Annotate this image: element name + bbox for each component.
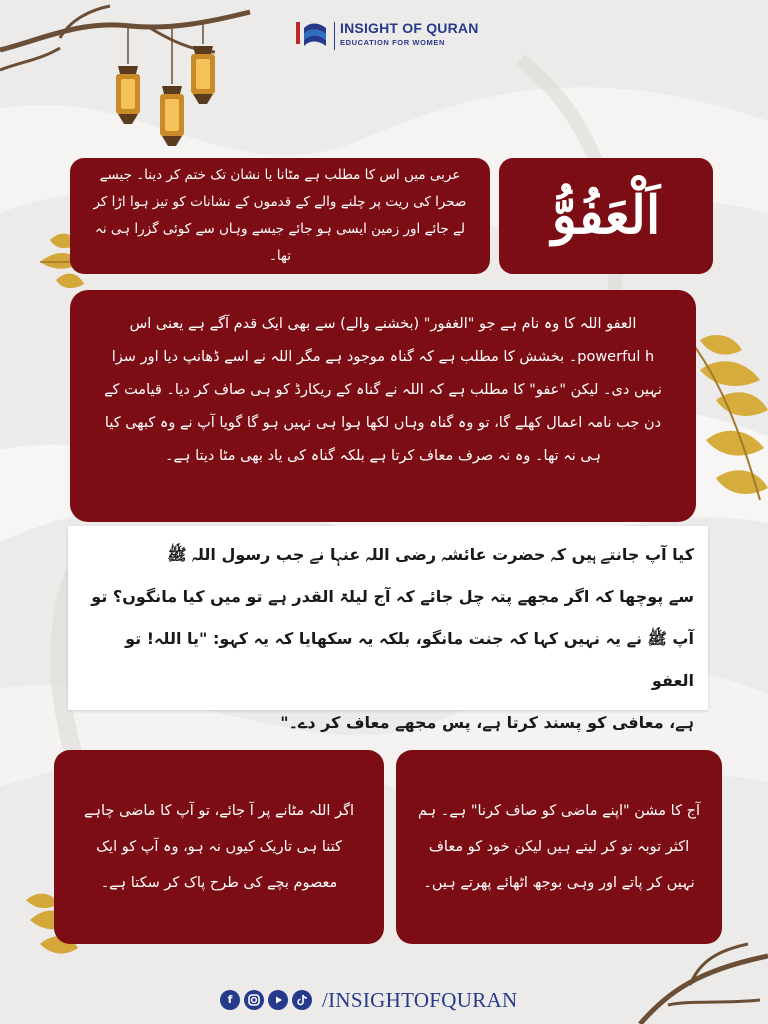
youtube-icon[interactable] bbox=[268, 990, 288, 1010]
divine-name-title: اَلْعَفُوُّ bbox=[551, 185, 661, 246]
social-handle[interactable]: /INSIGHTOFQURAN bbox=[322, 988, 518, 1012]
tiktok-icon[interactable] bbox=[292, 990, 312, 1010]
brand-title: INSIGHT OF QURAN bbox=[340, 20, 479, 36]
main-text: العفو اللہ کا وہ نام ہے جو "الغفور" (بخشنے والے) سے بھی ایک قدم آگے ہے یعنی اس powerful h۔ بخشش کا مطلب ہے کہ گناہ موجود ہے مگر اللہ نے اسے ڈھانپ دیا اور سزا نہیں دی۔ لیکن "عفو" کا مطلب ہے کہ اللہ نے گناہ کے ریکارڈ کو ہی صاف کر دیا۔ قیامت کے دن جب نامہ اعمال کھلے گا، تو وہ گناہ وہاں لکھا ہوا ہی نہیں ہو گا گویا آپ نے وہ کبھی کیا ہی نہ تھا۔ وہ نہ صرف معاف کرتا ہے بلکہ گناہ کی یاد بھی مٹا دیتا ہے۔ bbox=[104, 316, 662, 464]
hadith-line-3: آپ ﷺ نے یہ نہیں کہا کہ جنت مانگو، بلکہ یہ سکھایا کہ یہ کہو: "یا اللہ! تو العفو bbox=[125, 629, 694, 690]
instagram-icon[interactable] bbox=[244, 990, 264, 1010]
facebook-icon[interactable]: f bbox=[220, 990, 240, 1010]
hadith-line-4: ہے، معافی کو پسند کرتا ہے، پس مجھے معاف کر دے۔" bbox=[280, 713, 694, 732]
mission-card-right bbox=[396, 750, 722, 944]
meaning-card bbox=[70, 158, 490, 274]
title-card bbox=[499, 158, 713, 274]
hadith-card bbox=[68, 526, 708, 732]
reflection-text-left: اگر اللہ مٹانے پر آ جائے، تو آپ کا ماضی چاہے کتنا ہی تاریک کیوں نہ ہو، وہ آپ کو ایک معصوم بچے کی طرح پاک کر سکتا ہے۔ bbox=[84, 803, 354, 891]
main-card bbox=[70, 290, 696, 522]
footer bbox=[0, 986, 768, 1016]
reflection-card-left bbox=[54, 750, 384, 944]
meaning-text: عربی میں اس کا مطلب ہے مٹانا یا نشان تک ختم کر دینا۔ جیسے صحرا کی ریت پر چلنے والے کے قدموں کے نشانات کو تیز ہوا اڑا کر لے جائے اور زمین ایسی ہو جائے جیسے وہاں سے کوئی گزرا ہی نہ تھا۔ bbox=[93, 167, 467, 264]
brand-subtitle: EDUCATION FOR WOMEN bbox=[340, 38, 446, 47]
hadith-line-1: کیا آپ جانتے ہیں کہ حضرت عائشہ رضی اللہ عنہا نے جب رسول اللہ ﷺ bbox=[167, 545, 694, 564]
logo-icon bbox=[296, 20, 328, 48]
brand bbox=[340, 20, 479, 47]
hadith-line-4-wrap bbox=[82, 702, 694, 744]
mission-text-right: آج کا مشن "اپنے ماضی کو صاف کرنا" ہے۔ ہم اکثر توبہ تو کر لیتے ہیں لیکن خود کو معاف نہیں کر پاتے اور وہی بوجھ اٹھائے پھرتے ہیں۔ bbox=[418, 803, 700, 891]
header bbox=[0, 14, 768, 54]
hadith-line-2: سے پوچھا کہ اگر مجھے پتہ چل جائے کہ آج لیلۃ القدر ہے تو میں کیا مانگوں؟ تو bbox=[91, 587, 694, 606]
header-divider bbox=[334, 22, 335, 50]
